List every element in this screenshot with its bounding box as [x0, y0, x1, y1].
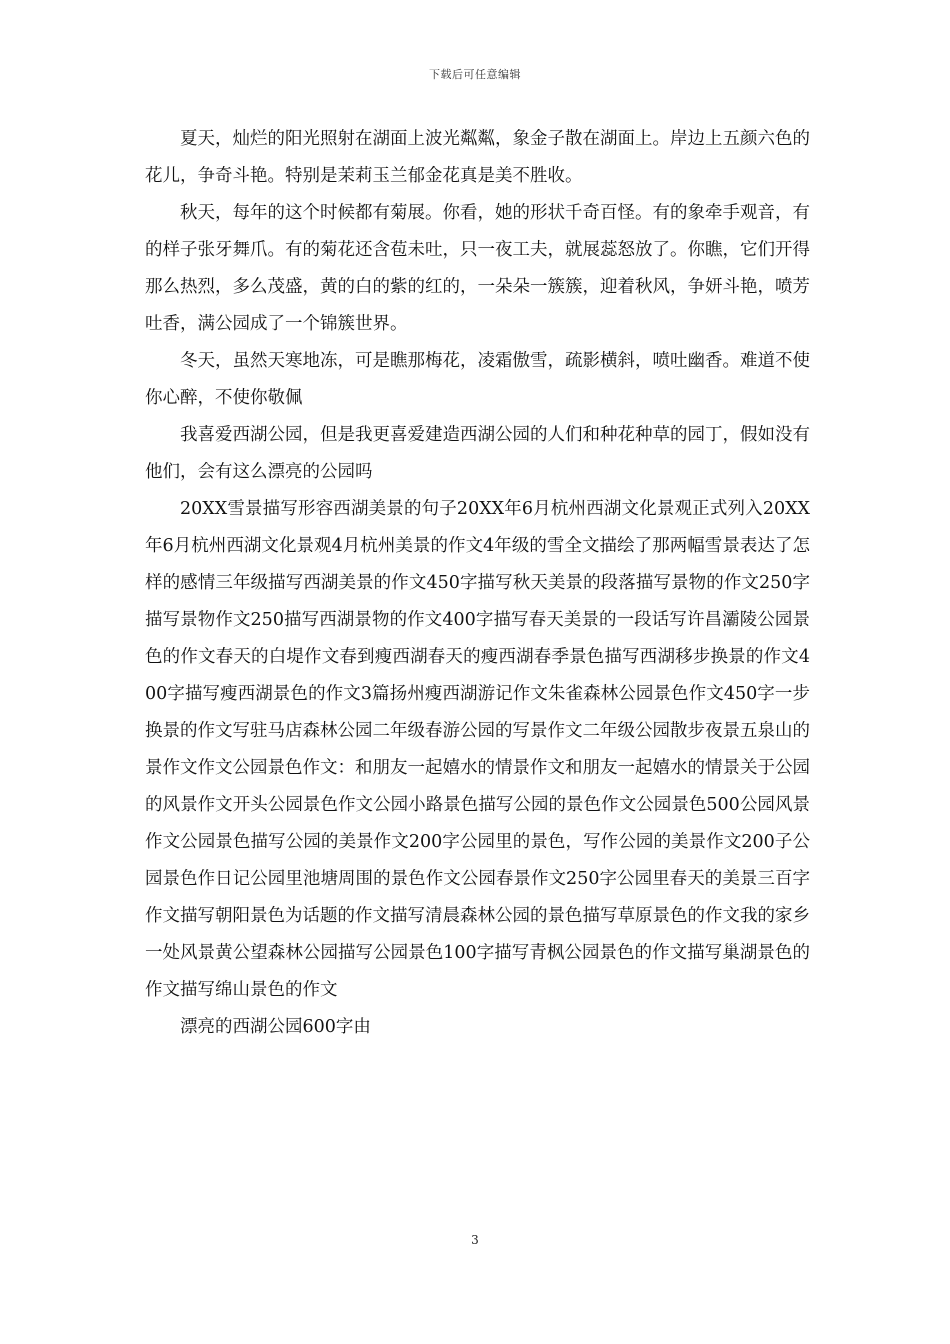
paragraph-related-titles: 20XX雪景描写形容西湖美景的句子20XX年6月杭州西湖文化景观正式列入20XX年6月杭州西湖文化景观4月杭州美景的作文4年级的雪全文描绘了那两幅雪景表达了怎样的感情三年级描写西湖美景的作文450字描写秋天美景的段落描写景物的作文250字描写景物作文250描写西湖景物的作文400字描写春天美景的一段话写许昌灞陵公园景色的作文春天的白堤作文春到瘦西湖春天的瘦西湖春季景色描写西湖移步换景的作文400字描写瘦西湖景色的作文3篇扬州瘦西湖游记作文朱雀森林公园景色作文450字一步换景的作文写驻马店森林公园二年级春游公园的写景作文二年级公园散步夜景五泉山的景作文作文公园景色作文：和朋友一起嬉水的情景作文和朋友一起嬉水的情景关于公园的风景作文开头公园景色作文公园小路景色描写公园的景色作文公园景色500公园风景作文公园景色描写公园的美景作文200字公园里的景色，写作公园的美景作文200子公园景色作日记公园里池塘周围的景色作文公园春景作文250字公园里春天的美景三百字作文描写朝阳景色为话题的作文描写清晨森林公园的景色描写草原景色的作文我的家乡一处风景黄公望森林公园描写公园景色100字描写青枫公园景色的作文描写巢湖景色的作文描写绵山景色的作文 [145, 499, 810, 1000]
paragraph-gardeners: 我喜爱西湖公园，但是我更喜爱建造西湖公园的人们和种花种草的园丁，假如没有他们，会有这么漂亮的公园吗 [145, 425, 810, 482]
paragraph-autumn: 秋天，每年的这个时候都有菊展。你看，她的形状千奇百怪。有的象牵手观音，有的样子张牙舞爪。有的菊花还含苞未吐，只一夜工夫，就展蕊怒放了。你瞧，它们开得那么热烈，多么茂盛，黄的白的紫的红的，一朵朵一簇簇，迎着秋风，争妍斗艳，喷芳吐香，满公园成了一个锦簇世界。 [145, 203, 810, 334]
page-number: 3 [471, 1233, 479, 1247]
document-body [145, 121, 810, 1046]
paragraph-summer: 夏天，灿烂的阳光照射在湖面上波光粼粼，象金子散在湖面上。岸边上五颜六色的花儿，争奇斗艳。特别是茉莉玉兰郁金花真是美不胜收。 [145, 129, 810, 186]
paragraph-source: 漂亮的西湖公园600字由 [180, 1017, 371, 1037]
page-header-note: 下载后可任意编辑 [429, 68, 521, 81]
paragraph-winter: 冬天，虽然天寒地冻，可是瞧那梅花，凌霜傲雪，疏影横斜，喷吐幽香。难道不使你心醉，不使你敬佩 [145, 351, 810, 408]
